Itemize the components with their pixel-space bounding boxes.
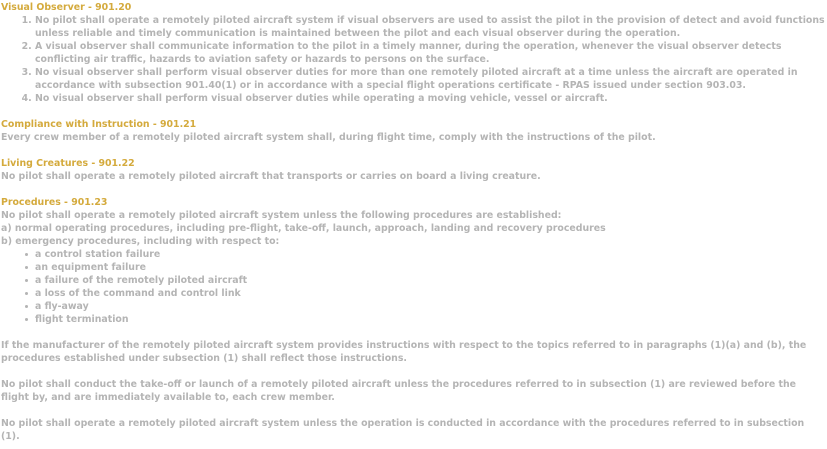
heading-visual-observer: Visual Observer - 901.20 <box>1 2 132 13</box>
emergency-procedures-list <box>1 248 826 326</box>
list-item: flight termination <box>35 313 826 326</box>
list-item: a loss of the command and control link <box>35 287 826 300</box>
list-item: 2. A visual observer shall communicate information to the pilot in a timely manner, during the operation, whenever the visual observer detects conflicting air traffic, hazards to aviation safety or hazards to persons on the surface. <box>35 40 826 66</box>
list-item: 4. No visual observer shall perform visual observer duties while operating a moving vehicle, vessel or aircraft. <box>35 92 826 105</box>
list-item: a control station failure <box>35 248 826 261</box>
list-item: 3. No visual observer shall perform visual observer duties for more than one remotely piloted aircraft at a time unless the aircraft are operated in accordance with subsection 901.40(1) or in accordance with a special flight operations certificate - RPAS issued under section 903.03. <box>35 66 826 92</box>
procedures-line-b: b) emergency procedures, including with respect to: <box>1 236 280 247</box>
procedures-paragraph-3: No pilot shall operate a remotely piloted aircraft system unless the operation is conducted in accordance with the procedures referred to in subsection (1). <box>1 418 805 442</box>
procedures-paragraph-2: No pilot shall conduct the take-off or launch of a remotely piloted aircraft unless the procedures referred to in subsection (1) are reviewed before the flight by, and are immediately available to, each crew member. <box>1 379 797 403</box>
heading-compliance: Compliance with Instruction - 901.21 <box>1 119 197 130</box>
heading-living-creatures: Living Creatures - 901.22 <box>1 158 135 169</box>
heading-procedures: Procedures - 901.23 <box>1 197 108 208</box>
section-living-creatures <box>1 157 826 183</box>
compliance-text: Every crew member of a remotely piloted aircraft system shall, during flight time, comply with the instructions of the pilot. <box>1 132 656 143</box>
living-creatures-text: No pilot shall operate a remotely piloted aircraft that transports or carries on board a living creature. <box>1 171 541 182</box>
procedures-intro: No pilot shall operate a remotely piloted aircraft system unless the following procedures are established: <box>1 210 562 221</box>
visual-observer-list <box>1 14 826 105</box>
procedures-paragraph-1: If the manufacturer of the remotely piloted aircraft system provides instructions with respect to the topics referred to in paragraphs (1)(a) and (b), the procedures established under subsection (1) shall reflect those instructions. <box>1 340 807 364</box>
procedures-line-a: a) normal operating procedures, including pre-flight, take-off, launch, approach, landing and recovery procedures <box>1 223 606 234</box>
list-item: an equipment failure <box>35 261 826 274</box>
list-item: a failure of the remotely piloted aircraft <box>35 274 826 287</box>
section-procedures <box>1 196 826 443</box>
section-visual-observer <box>1 1 826 105</box>
list-item: a fly-away <box>35 300 826 313</box>
section-compliance <box>1 118 826 144</box>
list-item: 1. No pilot shall operate a remotely piloted aircraft system if visual observers are used to assist the pilot in the provision of detect and avoid functions unless reliable and timely communication is maintained between the pilot and each visual observer during the operation. <box>35 14 826 40</box>
